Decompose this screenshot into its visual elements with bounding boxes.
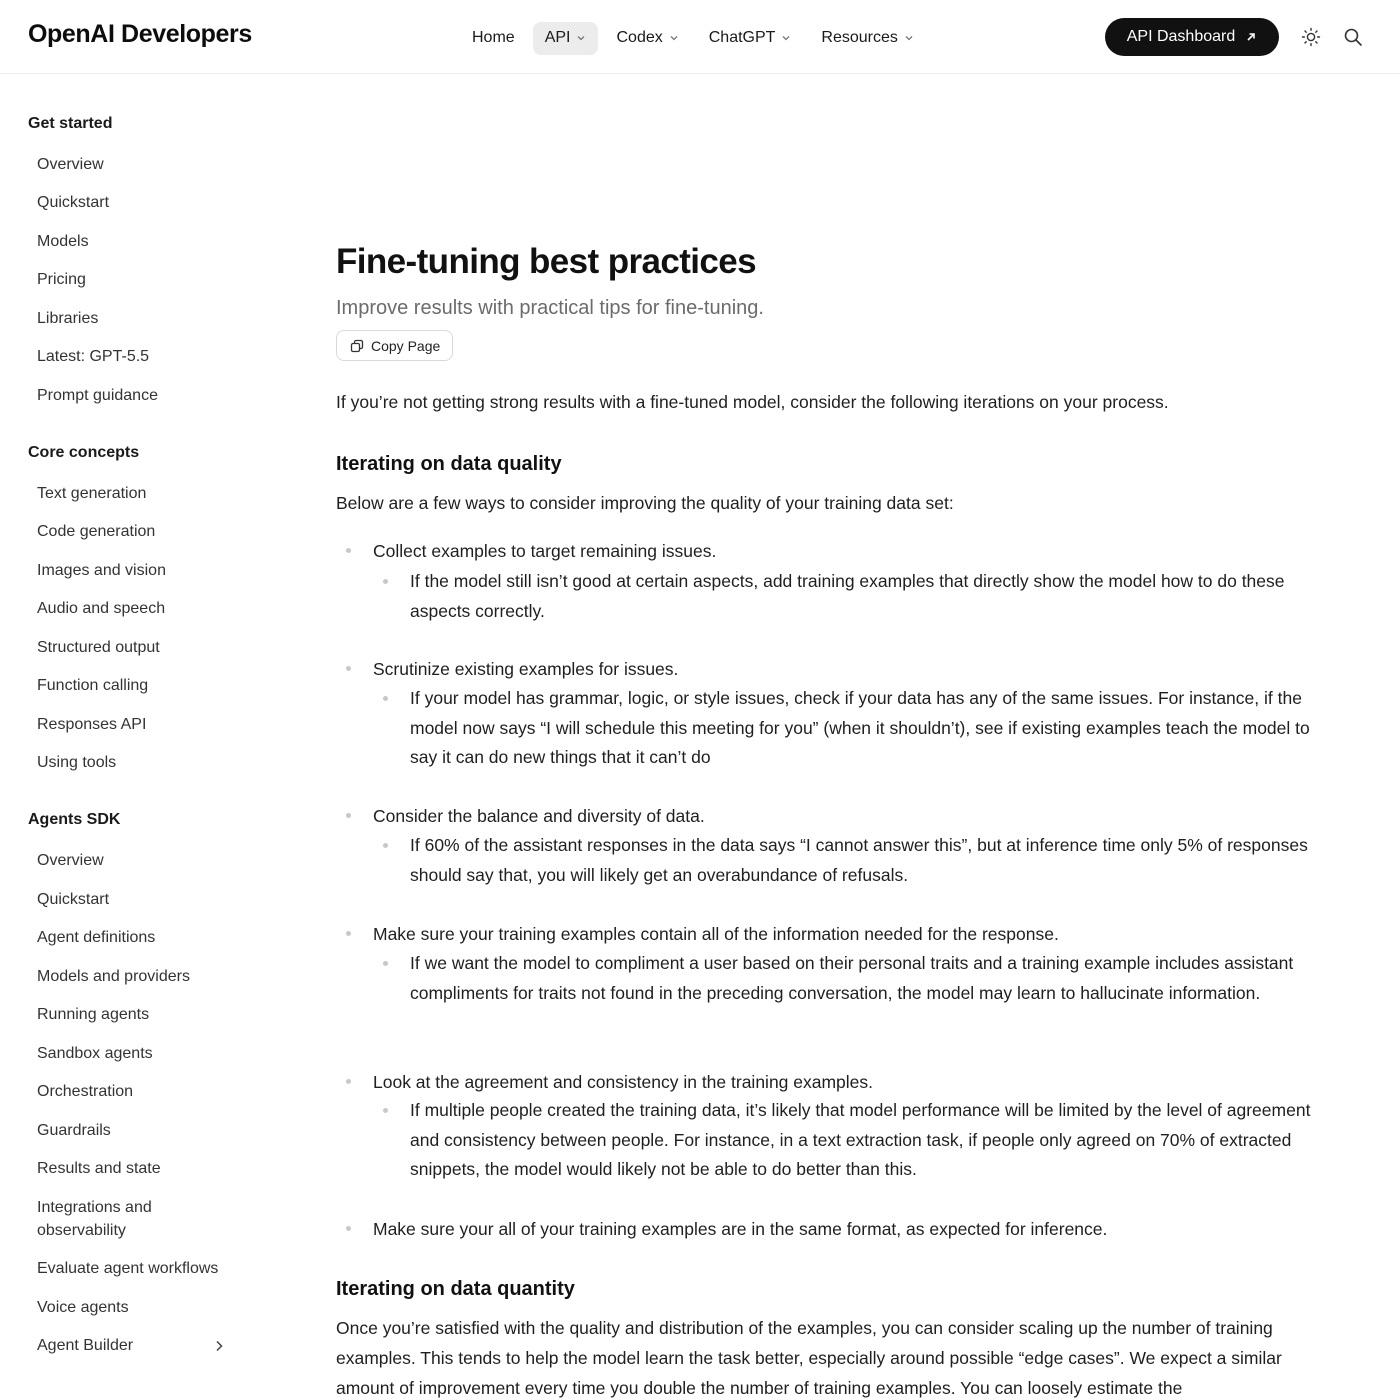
api-dashboard-label: API Dashboard [1126,28,1236,45]
heading-data-quantity: Iterating on data quantity [336,1278,575,1300]
nav-api-label: API [544,29,571,46]
nav-chatgpt-label: ChatGPT [708,29,776,46]
heading-data-quality: Iterating on data quality [336,453,562,475]
list-item: Look at the agreement and consistency in the training examples. [373,1072,874,1092]
sidebar-item-quickstart[interactable]: Quickstart [37,194,110,211]
sun-icon [1301,27,1321,47]
bullet-dot [346,1226,351,1231]
nav-chatgpt[interactable] [697,22,804,55]
sidebar-item-prompt-guidance[interactable]: Prompt guidance [37,387,158,404]
quantity-paragraph: Once you’re satisfied with the quality and distribution of the examples, you can consider scaling up the number of training examples. This tends to help the model learn the task better, especially around possible “edge cases”. We expect a similar amount of improvement every time you double the number of training examples. You can loosely estimate the [336,1318,1282,1398]
sidebar-item-models[interactable]: Models [37,233,89,250]
search-button[interactable] [1342,26,1364,48]
page-title: Fine-tuning best practices [336,242,757,281]
sidebar-section-agents-sdk: Agents SDK [28,811,121,828]
chevron-down-icon [781,33,791,43]
sidebar-item-function-calling[interactable]: Function calling [37,677,149,694]
bullet-dot [346,666,351,671]
sidebar-item-text-generation[interactable]: Text generation [37,485,147,502]
list-item: Scrutinize existing examples for issues. [373,659,679,679]
sidebar-item-agent-builder[interactable]: Agent Builder [37,1337,134,1354]
list-item: Make sure your all of your training examples are in the same format, as expected for inference. [373,1219,1108,1239]
api-dashboard-button[interactable] [1105,18,1279,56]
copy-page-label: Copy Page [371,337,441,354]
sidebar-item-models-providers[interactable]: Models and providers [37,968,190,985]
page-subtitle: Improve results with practical tips for fine-tuning. [336,297,764,319]
bullet-dot [346,1079,351,1084]
copy-icon [350,339,364,353]
bullet-dot [383,843,388,848]
bullet-dot [383,1108,388,1113]
sidebar-item-using-tools[interactable]: Using tools [37,754,117,771]
sidebar-item-responses-api[interactable]: Responses API [37,716,147,733]
sidebar-item-evaluate-workflows[interactable]: Evaluate agent workflows [37,1260,219,1277]
chevron-down-icon [576,33,586,43]
theme-toggle-button[interactable] [1300,26,1322,48]
nav-codex-label: Codex [616,29,663,46]
sidebar-item-agents-quickstart[interactable]: Quickstart [37,891,110,908]
bullet-dot [383,696,388,701]
nav-api[interactable] [533,22,599,55]
sidebar-item-voice-agents[interactable]: Voice agents [37,1299,129,1316]
sidebar-item-results-state[interactable]: Results and state [37,1160,161,1177]
main-nav [460,21,926,55]
sidebar-item-audio-speech[interactable]: Audio and speech [37,600,166,617]
sidebar-item-images-vision[interactable]: Images and vision [37,562,166,579]
top-navigation-bar [0,0,1400,74]
list-item: If 60% of the assistant responses in the data says “I cannot answer this”, but at inference time only 5% of responses should say that, you will likely get an overabundance of refusals. [410,835,1308,885]
sidebar-item-libraries[interactable]: Libraries [37,310,99,327]
chevron-down-icon [904,33,914,43]
chevron-down-icon [669,33,679,43]
list-item: Collect examples to target remaining issues. [373,541,717,561]
nav-codex[interactable] [604,22,690,55]
sidebar-item-orchestration[interactable]: Orchestration [37,1083,134,1100]
sidebar-section-core-concepts: Core concepts [28,444,140,461]
sidebar-item-integrations-observability[interactable]: Integrations and observability [37,1199,152,1239]
bullet-dot [346,931,351,936]
list-item: Consider the balance and diversity of data. [373,806,705,826]
nav-home-label: Home [472,29,515,46]
sidebar-item-guardrails[interactable]: Guardrails [37,1122,111,1139]
sidebar-item-latest-gpt[interactable]: Latest: GPT-5.5 [37,348,150,365]
sidebar-section-get-started: Get started [28,115,113,132]
bullet-dot [383,579,388,584]
intro-paragraph: If you’re not getting strong results with a fine-tuned model, consider the following iterations on your process. [336,392,1169,412]
sidebar-item-code-generation[interactable]: Code generation [37,523,156,540]
sidebar-item-pricing[interactable]: Pricing [37,271,86,288]
bullet-dot [346,548,351,553]
nav-resources-label: Resources [821,29,898,46]
sidebar-item-sandbox-agents[interactable]: Sandbox agents [37,1045,153,1062]
sidebar-item-structured-output[interactable]: Structured output [37,639,160,656]
list-item: If your model has grammar, logic, or style issues, check if your data has any of the same issues. For instance, if the model now says “I will schedule this meeting for you” (when it shouldn’t), see if existing examples teach the model to say it can do new things that it can’t do [410,688,1310,767]
nav-home[interactable] [460,22,527,55]
sidebar-item-agents-overview[interactable]: Overview [37,852,104,869]
sidebar-item-overview[interactable]: Overview [37,156,104,173]
copy-page-button[interactable] [336,330,453,361]
list-item: If we want the model to compliment a user based on their personal traits and a training example includes assistant compliments for traits not found in the preceding conversation, the model may learn to hallucinate information. [410,953,1294,1003]
bullet-dot [383,961,388,966]
list-item: If the model still isn’t good at certain aspects, add training examples that directly show the model how to do these aspects correctly. [410,571,1285,621]
arrow-up-right-icon [1245,31,1257,43]
docs-sidebar [0,74,290,1400]
article-content [336,74,1336,1400]
list-item: If multiple people created the training data, it’s likely that model performance will be limited by the level of agreement and consistency between people. For instance, in a text extraction task, if people only agreed on 70% of extracted snippets, the model would likely not be able to do better than this. [410,1100,1311,1179]
search-icon [1343,27,1363,47]
nav-resources[interactable] [809,22,925,55]
brand-logo[interactable]: OpenAI Developers [28,20,252,48]
chevron-right-icon[interactable] [213,1339,225,1353]
quality-lead-paragraph: Below are a few ways to consider improving the quality of your training data set: [336,493,954,513]
bullet-dot [346,813,351,818]
sidebar-item-agent-definitions[interactable]: Agent definitions [37,929,156,946]
sidebar-item-running-agents[interactable]: Running agents [37,1006,150,1023]
list-item: Make sure your training examples contain all of the information needed for the response. [373,924,1059,944]
